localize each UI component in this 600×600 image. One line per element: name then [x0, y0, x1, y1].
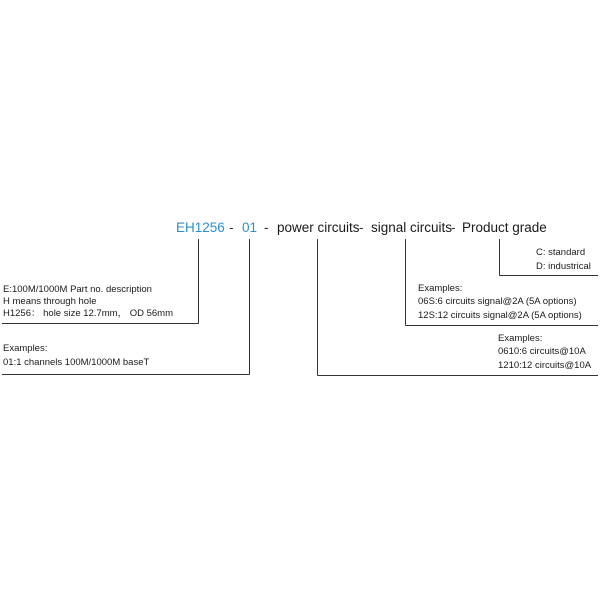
series-note-line-2: H means through hole [3, 296, 97, 307]
power-note-line-1: 0610:6 circuits@10A [498, 346, 586, 357]
series-code: EH1256 [176, 220, 225, 235]
signal-note-line-2: 12S:12 circuits signal@2A (5A options) [418, 310, 582, 321]
separator-1: - [229, 220, 234, 235]
separator-2: - [264, 220, 269, 235]
channel-note-heading: Examples: [3, 343, 48, 354]
signal-note-heading: Examples: [418, 283, 463, 294]
grade-note-line-2: D: industrical [536, 261, 591, 272]
signal-circuits-field: signal circuits [371, 220, 453, 235]
series-note-line-1: E:100M/1000M Part no. description [3, 284, 152, 295]
channel-note-line-1: 01:1 channels 100M/1000M baseT [3, 357, 150, 368]
separator-3: - [359, 220, 364, 235]
power-note-line-2: 1210:12 circuits@10A [498, 360, 592, 371]
power-circuits-field: power circuits [277, 220, 360, 235]
signal-note-line-1: 06S:6 circuits signal@2A (5A options) [418, 296, 577, 307]
power-note-heading: Examples: [498, 333, 543, 344]
separator-4: - [451, 220, 456, 235]
series-note-line-3: H1256： hole size 12.7mm， OD 56mm [3, 308, 174, 319]
channel-code: 01 [242, 220, 258, 235]
grade-note-line-1: C: standard [536, 247, 586, 258]
product-grade-field: Product grade [462, 220, 547, 235]
